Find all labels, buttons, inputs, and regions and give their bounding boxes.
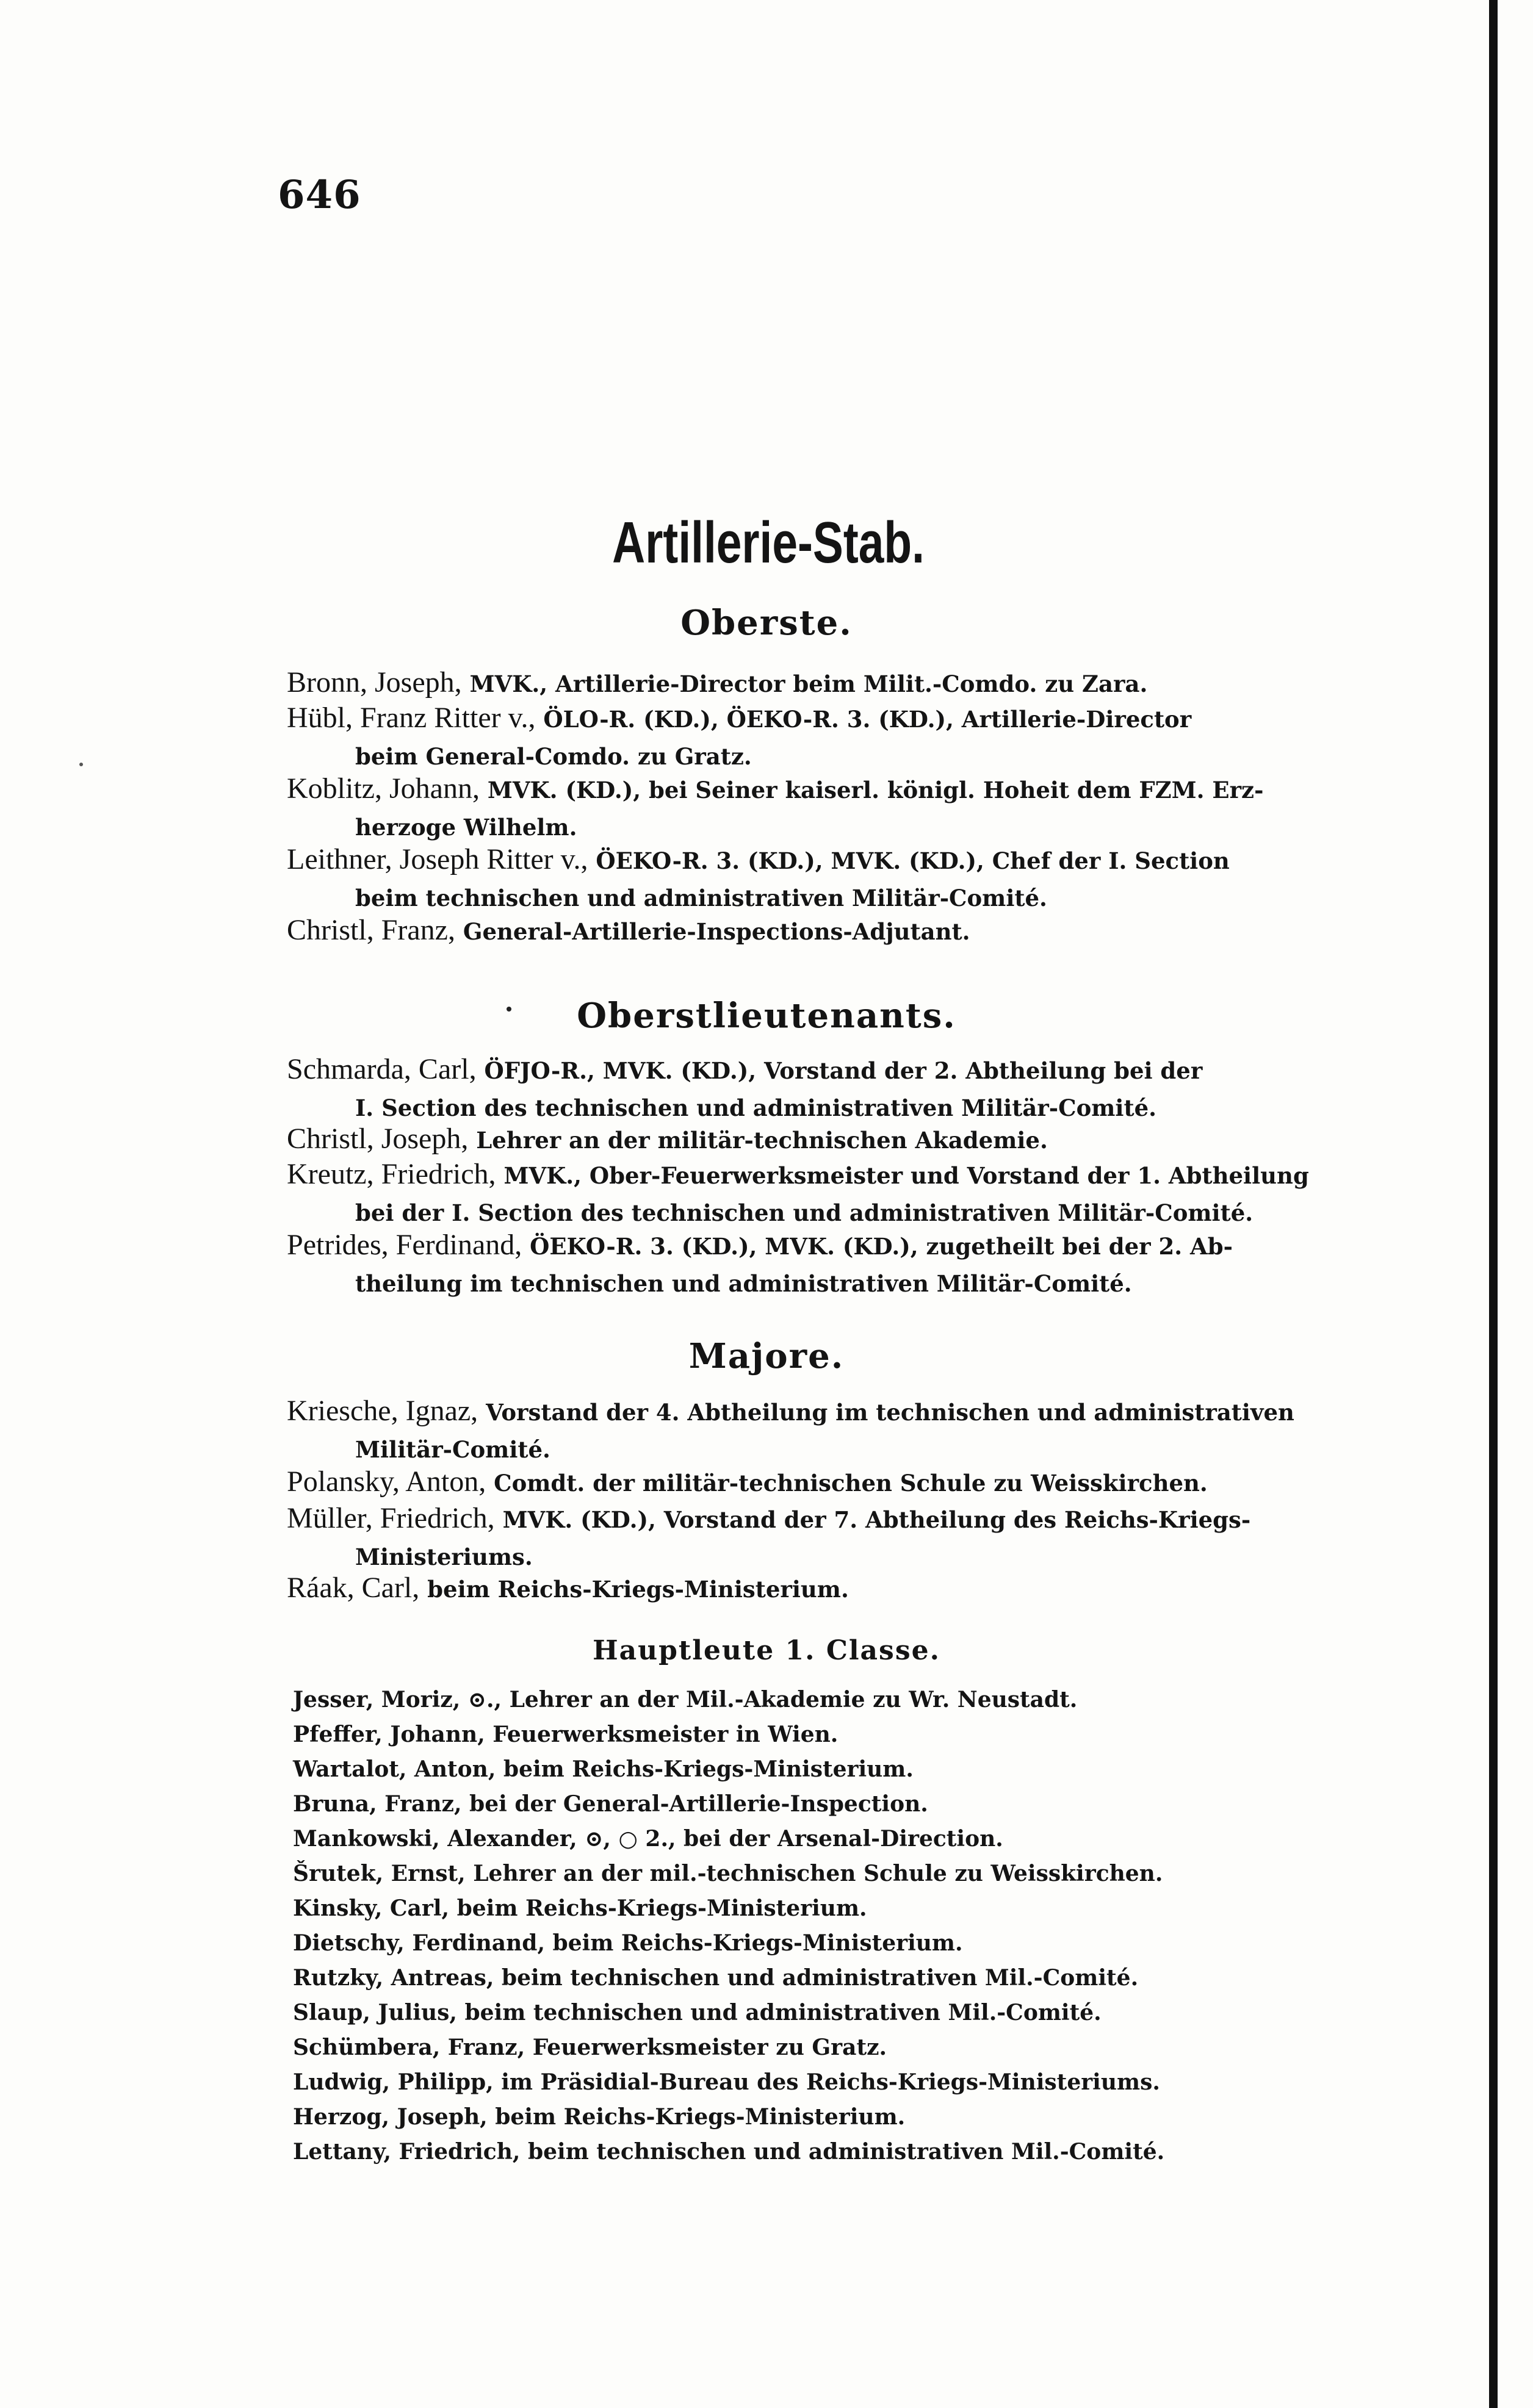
- entry-name: Kreutz, Friedrich,: [287, 1158, 496, 1190]
- entry-name: Petrides, Ferdinand,: [287, 1229, 522, 1261]
- entry-name: Koblitz, Johann,: [287, 772, 480, 805]
- print-speck: [79, 763, 83, 766]
- entry-oberstlieutenant-3: [287, 1155, 1428, 1232]
- entry-name: Schmarda, Carl,: [287, 1053, 477, 1085]
- entry-continuation: I. Section des technischen und administrativen Militär-Comité.: [355, 1094, 1156, 1121]
- entry-name: Müller, Friedrich,: [287, 1502, 495, 1534]
- entry-major-4: [287, 1569, 1428, 1608]
- entry-continuation: beim General-Comdo. zu Gratz.: [355, 743, 752, 770]
- entry-text: beim Reichs-Kriegs-Ministerium.: [427, 1576, 849, 1603]
- list-item: Pfeffer, Johann, Feuerwerksmeister in Wien.: [293, 1722, 839, 1747]
- entry-text: MVK., Artillerie-Director beim Milit.-Comdo. zu Zara.: [469, 670, 1148, 697]
- entry-continuation: bei der I. Section des technischen und administrativen Militär-Comité.: [355, 1199, 1253, 1226]
- entry-name: Hübl, Franz Ritter v.,: [287, 702, 536, 734]
- entry-oberste-5: [287, 911, 1428, 951]
- entry-text: ÖFJO-R., MVK. (KD.), Vorstand der 2. Abtheilung bei der: [484, 1057, 1203, 1084]
- list-item: Šrutek, Ernst, Lehrer an der mil.-technischen Schule zu Weisskirchen.: [293, 1861, 1163, 1886]
- entry-name: Christl, Joseph,: [287, 1123, 469, 1155]
- list-item: Rutzky, Antreas, beim technischen und administrativen Mil.-Comité.: [293, 1965, 1139, 1991]
- list-item: Bruna, Franz, bei der General-Artillerie-Inspection.: [293, 1791, 928, 1817]
- entry-major-2: [287, 1463, 1428, 1502]
- entry-name: Kriesche, Ignaz,: [287, 1395, 478, 1427]
- entry-text: ÖEKO-R. 3. (KD.), MVK. (KD.), zugetheilt bei der 2. Ab-: [530, 1233, 1233, 1260]
- entry-text: ÖEKO-R. 3. (KD.), MVK. (KD.), Chef der I. Section: [596, 847, 1230, 874]
- entry-major-1: [287, 1392, 1428, 1468]
- list-item: Herzog, Joseph, beim Reichs-Kriegs-Ministerium.: [293, 2104, 906, 2130]
- page-number: 646: [278, 172, 361, 218]
- entry-oberste-1: [287, 664, 1428, 703]
- section-heading-oberstlieutenants: Oberstlieutenants.: [577, 996, 956, 1036]
- entry-oberstlieutenant-4: [287, 1226, 1428, 1303]
- entry-text: ÖLO-R. (KD.), ÖEKO-R. 3. (KD.), Artillerie-Director: [543, 706, 1192, 733]
- entry-name: Ráak, Carl,: [287, 1572, 420, 1604]
- list-item: Schümbera, Franz, Feuerwerksmeister zu Gratz.: [293, 2035, 887, 2060]
- entry-continuation: Ministeriums.: [355, 1544, 533, 1570]
- entry-text: Comdt. der militär-technischen Schule zu Weisskirchen.: [494, 1470, 1208, 1497]
- list-item: Wartalot, Anton, beim Reichs-Kriegs-Ministerium.: [293, 1756, 914, 1782]
- entry-continuation: beim technischen und administrativen Militär-Comité.: [355, 885, 1047, 911]
- list-item: Mankowski, Alexander, ⊙, ○ 2., bei der Arsenal-Direction.: [293, 1826, 1003, 1852]
- list-item: Jesser, Moriz, ⊙., Lehrer an der Mil.-Akademie zu Wr. Neustadt.: [293, 1687, 1078, 1713]
- page-title: Artillerie-Stab.: [612, 510, 925, 575]
- entry-oberste-2: [287, 699, 1428, 775]
- entry-text: Lehrer an der militär-technischen Akademie.: [476, 1127, 1048, 1154]
- section-heading-oberste: Oberste.: [680, 603, 853, 643]
- entry-text: Vorstand der 4. Abtheilung im technischen und administrativen: [486, 1399, 1294, 1426]
- entry-name: Christl, Franz,: [287, 914, 455, 946]
- entry-name: Bronn, Joseph,: [287, 666, 462, 699]
- entry-text: MVK. (KD.), bei Seiner kaiserl. königl. Hoheit dem FZM. Erz-: [487, 777, 1264, 803]
- list-item: Dietschy, Ferdinand, beim Reichs-Kriegs-Ministerium.: [293, 1930, 963, 1956]
- list-item: Ludwig, Philipp, im Präsidial-Bureau des Reichs-Kriegs-Ministeriums.: [293, 2069, 1160, 2095]
- section-heading-hauptleute: Hauptleute 1. Classe.: [593, 1635, 940, 1666]
- entry-continuation: Militär-Comité.: [355, 1436, 550, 1463]
- entry-text: MVK. (KD.), Vorstand der 7. Abtheilung des Reichs-Kriegs-: [502, 1506, 1251, 1533]
- entry-continuation: herzoge Wilhelm.: [355, 814, 577, 841]
- section-heading-majore: Majore.: [688, 1336, 845, 1376]
- entry-oberste-4: [287, 841, 1428, 917]
- entry-name: Leithner, Joseph Ritter v.,: [287, 843, 588, 875]
- page-edge-border: [1489, 0, 1498, 2408]
- entry-oberstlieutenant-2: [287, 1120, 1428, 1159]
- entry-text: MVK., Ober-Feuerwerksmeister und Vorstand der 1. Abtheilung: [503, 1162, 1309, 1189]
- list-item: Slaup, Julius, beim technischen und administrativen Mil.-Comité.: [293, 2000, 1102, 2025]
- entry-continuation: theilung im technischen und administrativen Militär-Comité.: [355, 1270, 1132, 1297]
- entry-oberstlieutenant-1: [287, 1051, 1428, 1127]
- list-item: Lettany, Friedrich, beim technischen und administrativen Mil.-Comité.: [293, 2139, 1165, 2165]
- entry-name: Polansky, Anton,: [287, 1465, 486, 1498]
- entry-oberste-3: [287, 770, 1428, 846]
- entry-text: General-Artillerie-Inspections-Adjutant.: [463, 918, 970, 945]
- entry-major-3: [287, 1500, 1428, 1576]
- list-item: Kinsky, Carl, beim Reichs-Kriegs-Ministerium.: [293, 1896, 867, 1921]
